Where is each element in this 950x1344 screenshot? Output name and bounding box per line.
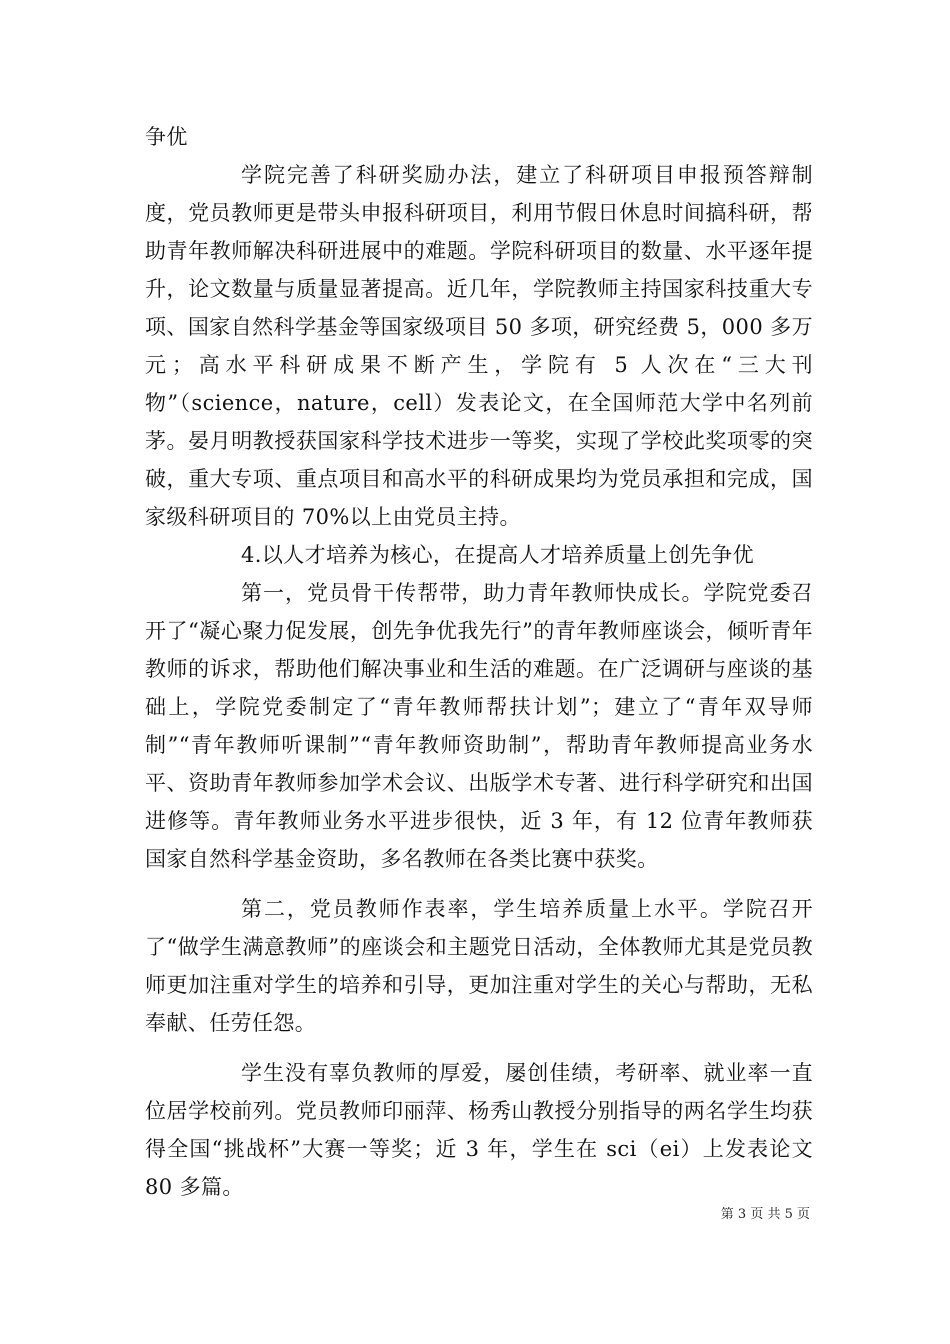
paragraph-research: 学院完善了科研奖励办法，建立了科研项目申报预答辩制度，党员教师更是带头申报科研项目，利用节假日休息时间搞科研，帮助青年教师解决科研进展中的难题。学院科研项目的数量、水平逐年提升，论文数量与质量显著提高。近几年，学院教师主持国家科技重大专项、国家自然科学基金等国家级项目 50 多项，研究经费 5，000 多万元；高水平科研成果不断产生，学院有 5 人次在“三大刊物”（science，nature，cell）发表论文，在全国师范大学中名列前茅。晏月明教授获国家科学技术进步一等奖，实现了学校此奖项零的突破，重大专项、重点项目和高水平的科研成果均为党员承担和完成，国家级科研项目的 70%以上由党员主持。 — [145, 163, 813, 529]
paragraph-teacher-example: 第二，党员教师作表率，学生培养质量上水平。学院召开了“做学生满意教师”的座谈会和主题党日活动，全体教师尤其是党员教师更加注重对学生的培养和引导，更加注重对学生的关心与帮助，无私奉献、任劳任怨。 — [145, 897, 813, 1035]
section-heading-talent: 4.以人才培养为核心，在提高人才培养质量上创先争优 — [241, 543, 755, 567]
page-number-footer: 第 3 页 共 5 页 — [720, 1207, 810, 1222]
document-body — [145, 118, 813, 1206]
paragraph-student-achievements: 学生没有辜负教师的厚爱，屡创佳绩，考研率、就业率一直位居学校前列。党员教师印丽萍、杨秀山教授分别指导的两名学生均获得全国“挑战杯”大赛一等奖；近 3 年，学生在 sci（ei）上发表论文 80 多篇。 — [145, 1061, 813, 1199]
paragraph-continuation: 争优 — [145, 125, 188, 149]
paragraph-young-teachers: 第一，党员骨干传帮带，助力青年教师快成长。学院党委召开了“凝心聚力促发展，创先争优我先行”的青年教师座谈会，倾听青年教师的诉求，帮助他们解决事业和生活的难题。在广泛调研与座谈的基础上，学院党委制定了“青年教师帮扶计划”；建立了“青年双导师制”“青年教师听课制”“青年教师资助制”，帮助青年教师提高业务水平、资助青年教师参加学术会议、出版学术专著、进行科学研究和出国进修等。青年教师业务水平进步很快，近 3 年，有 12 位青年教师获国家自然科学基金资助，多名教师在各类比赛中获奖。 — [145, 581, 813, 871]
